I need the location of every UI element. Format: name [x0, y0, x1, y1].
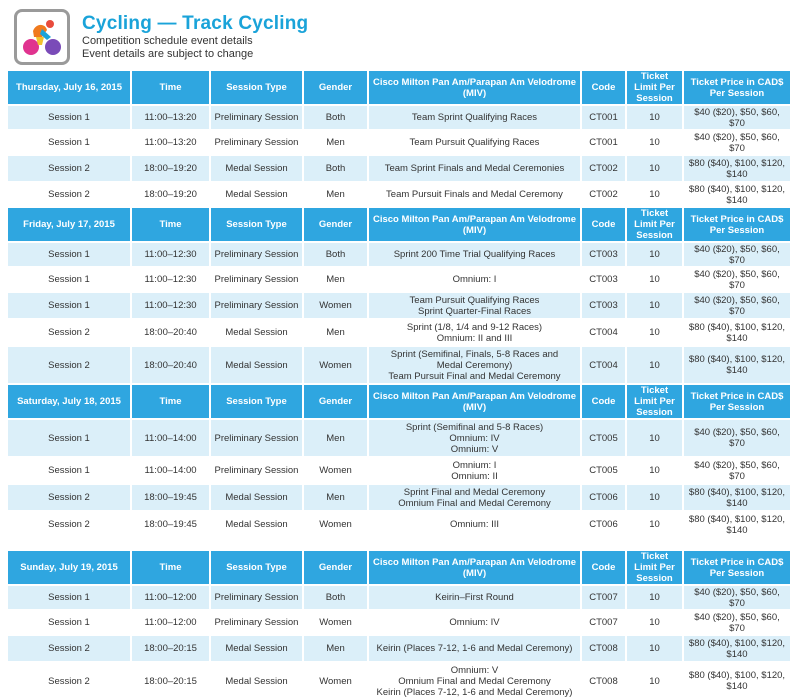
col-ticket-limit: Ticket Limit Per Session [626, 384, 683, 419]
gender-cell: Women [303, 346, 368, 384]
code-cell: CT003 [581, 267, 626, 292]
event-line: Team Sprint Finals and Medal Ceremonies [384, 163, 565, 174]
code-cell: CT008 [581, 635, 626, 662]
time-cell: 18:00–19:20 [131, 155, 210, 182]
cyclist-pictogram-icon [20, 15, 64, 59]
page-header [0, 0, 800, 70]
price-cell: $80 ($40), $100, $120, $140 [683, 511, 791, 538]
ticket-limit-cell: 10 [626, 585, 683, 610]
time-cell: 11:00–12:30 [131, 267, 210, 292]
events-cell [368, 346, 581, 384]
time-cell: 18:00–19:20 [131, 182, 210, 207]
col-venue: Cisco Milton Pan Am/Parapan Am Velodrome (MIV) [368, 71, 581, 105]
page-title: Cycling — Track Cycling [82, 13, 309, 34]
table-row [8, 457, 791, 484]
event-line: Omnium: I [452, 459, 497, 471]
ticket-limit-cell: 10 [626, 105, 683, 130]
session-type-cell: Medal Session [210, 182, 303, 207]
session-type-cell: Preliminary Session [210, 105, 303, 130]
events-cell [368, 585, 581, 610]
table-row [8, 182, 791, 207]
gender-cell: Men [303, 319, 368, 346]
code-cell: CT004 [581, 346, 626, 384]
code-cell: CT003 [581, 292, 626, 319]
day-date: Sunday, July 19, 2015 [8, 550, 131, 585]
table-row [8, 585, 791, 610]
session-type-cell: Preliminary Session [210, 267, 303, 292]
session-type-cell: Medal Session [210, 511, 303, 538]
event-line: Omnium Final and Medal Ceremony [398, 497, 551, 509]
gender-cell: Men [303, 130, 368, 155]
gender-cell: Both [303, 242, 368, 267]
event-line: Sprint Quarter-Final Races [418, 305, 531, 317]
session-type-cell: Preliminary Session [210, 130, 303, 155]
session-cell: Session 1 [8, 105, 131, 130]
price-cell: $80 ($40), $100, $120, $140 [683, 182, 791, 207]
day-date: Saturday, July 18, 2015 [8, 384, 131, 419]
col-code: Code [581, 71, 626, 105]
col-price: Ticket Price in CAD$ Per Session [683, 550, 791, 585]
session-cell: Session 1 [8, 292, 131, 319]
price-cell: $40 ($20), $50, $60, $70 [683, 242, 791, 267]
gender-cell: Women [303, 457, 368, 484]
events-cell [368, 610, 581, 635]
price-cell: $80 ($40), $100, $120, $140 [683, 155, 791, 182]
table-row [8, 292, 791, 319]
session-type-cell: Preliminary Session [210, 419, 303, 457]
code-cell: CT002 [581, 182, 626, 207]
session-cell: Session 2 [8, 662, 131, 698]
events-cell [368, 242, 581, 267]
session-type-cell: Medal Session [210, 484, 303, 511]
session-type-cell: Preliminary Session [210, 610, 303, 635]
ticket-limit-cell: 10 [626, 484, 683, 511]
session-cell: Session 2 [8, 346, 131, 384]
event-line: Team Pursuit Final and Medal Ceremony [388, 370, 561, 382]
table-row [8, 242, 791, 267]
day-header-row [8, 384, 791, 419]
session-cell: Session 1 [8, 585, 131, 610]
day-date: Friday, July 17, 2015 [8, 207, 131, 242]
col-session-type: Session Type [210, 384, 303, 419]
time-cell: 11:00–12:30 [131, 242, 210, 267]
event-line: Omnium: V [450, 443, 499, 455]
price-cell: $40 ($20), $50, $60, $70 [683, 105, 791, 130]
event-line: Medal Ceremony) [436, 359, 513, 371]
event-line: Omnium: IV [449, 617, 500, 628]
session-cell: Session 2 [8, 319, 131, 346]
table-row [8, 155, 791, 182]
events-cell [368, 267, 581, 292]
col-session-type: Session Type [210, 71, 303, 105]
code-cell: CT003 [581, 242, 626, 267]
col-code: Code [581, 207, 626, 242]
session-cell: Session 1 [8, 457, 131, 484]
col-time: Time [131, 71, 210, 105]
ticket-limit-cell: 10 [626, 635, 683, 662]
events-cell [368, 130, 581, 155]
price-cell: $80 ($40), $100, $120, $140 [683, 484, 791, 511]
ticket-limit-cell: 10 [626, 662, 683, 698]
price-cell: $40 ($20), $50, $60, $70 [683, 419, 791, 457]
session-cell: Session 1 [8, 419, 131, 457]
code-cell: CT005 [581, 457, 626, 484]
gender-cell: Men [303, 267, 368, 292]
events-cell [368, 105, 581, 130]
time-cell: 11:00–12:30 [131, 292, 210, 319]
event-line: Sprint 200 Time Trial Qualifying Races [393, 249, 556, 260]
price-cell: $40 ($20), $50, $60, $70 [683, 292, 791, 319]
ticket-limit-cell: 10 [626, 130, 683, 155]
session-cell: Session 2 [8, 484, 131, 511]
event-line: Omnium: II [451, 470, 498, 482]
table-row [8, 319, 791, 346]
time-cell: 11:00–13:20 [131, 130, 210, 155]
ticket-limit-cell: 10 [626, 511, 683, 538]
price-cell: $40 ($20), $50, $60, $70 [683, 457, 791, 484]
time-cell: 18:00–20:40 [131, 319, 210, 346]
session-type-cell: Preliminary Session [210, 457, 303, 484]
table-row [8, 662, 791, 698]
table-row [8, 484, 791, 511]
time-cell: 18:00–19:45 [131, 511, 210, 538]
gender-cell: Women [303, 511, 368, 538]
gender-cell: Both [303, 105, 368, 130]
events-cell [368, 484, 581, 511]
code-cell: CT007 [581, 585, 626, 610]
col-price: Ticket Price in CAD$ Per Session [683, 71, 791, 105]
day-date: Thursday, July 16, 2015 [8, 71, 131, 105]
ticket-limit-cell: 10 [626, 319, 683, 346]
event-line: Keirin (Places 7-12, 1-6 and Medal Ceremony) [376, 686, 573, 698]
events-cell [368, 511, 581, 538]
event-line: Omnium: III [449, 519, 500, 530]
session-type-cell: Medal Session [210, 346, 303, 384]
time-cell: 11:00–12:00 [131, 610, 210, 635]
price-cell: $40 ($20), $50, $60, $70 [683, 130, 791, 155]
session-type-cell: Medal Session [210, 155, 303, 182]
price-cell: $40 ($20), $50, $60, $70 [683, 267, 791, 292]
time-cell: 18:00–20:15 [131, 635, 210, 662]
gender-cell: Men [303, 484, 368, 511]
event-line: Sprint Final and Medal Ceremony [403, 486, 546, 498]
code-cell: CT001 [581, 105, 626, 130]
col-code: Code [581, 384, 626, 419]
gender-cell: Both [303, 585, 368, 610]
time-cell: 11:00–14:00 [131, 419, 210, 457]
code-cell: CT002 [581, 155, 626, 182]
session-type-cell: Medal Session [210, 662, 303, 698]
col-gender: Gender [303, 71, 368, 105]
events-cell [368, 457, 581, 484]
events-cell [368, 635, 581, 662]
events-cell [368, 292, 581, 319]
day-header-row [8, 550, 791, 585]
time-cell: 18:00–20:40 [131, 346, 210, 384]
price-cell: $40 ($20), $50, $60, $70 [683, 610, 791, 635]
event-line: Keirin (Places 7-12, 1-6 and Medal Ceremony) [376, 643, 573, 654]
time-cell: 18:00–20:15 [131, 662, 210, 698]
col-session-type: Session Type [210, 550, 303, 585]
table-row [8, 635, 791, 662]
col-time: Time [131, 207, 210, 242]
gender-cell: Both [303, 155, 368, 182]
session-type-cell: Preliminary Session [210, 242, 303, 267]
col-price: Ticket Price in CAD$ Per Session [683, 384, 791, 419]
ticket-limit-cell: 10 [626, 346, 683, 384]
gender-cell: Women [303, 662, 368, 698]
day-spacer [8, 538, 791, 550]
code-cell: CT008 [581, 662, 626, 698]
events-cell [368, 319, 581, 346]
session-type-cell: Medal Session [210, 635, 303, 662]
time-cell: 11:00–14:00 [131, 457, 210, 484]
price-cell: $80 ($40), $100, $120, $140 [683, 635, 791, 662]
events-cell [368, 155, 581, 182]
session-type-cell: Preliminary Session [210, 292, 303, 319]
time-cell: 11:00–13:20 [131, 105, 210, 130]
col-gender: Gender [303, 550, 368, 585]
price-cell: $80 ($40), $100, $120, $140 [683, 662, 791, 698]
event-line: Omnium: IV [449, 432, 500, 444]
day-header-row [8, 71, 791, 105]
table-row [8, 105, 791, 130]
col-ticket-limit: Ticket Limit Per Session [626, 71, 683, 105]
col-venue: Cisco Milton Pan Am/Parapan Am Velodrome (MIV) [368, 550, 581, 585]
table-row [8, 346, 791, 384]
gender-cell: Women [303, 292, 368, 319]
event-line: Sprint (1/8, 1/4 and 9-12 Races) [406, 321, 543, 333]
session-cell: Session 2 [8, 635, 131, 662]
session-type-cell: Medal Session [210, 319, 303, 346]
event-line: Omnium: II and III [436, 332, 513, 344]
session-cell: Session 2 [8, 511, 131, 538]
table-row [8, 511, 791, 538]
col-time: Time [131, 384, 210, 419]
event-line: Omnium: I [452, 274, 497, 285]
col-price: Ticket Price in CAD$ Per Session [683, 207, 791, 242]
col-venue: Cisco Milton Pan Am/Parapan Am Velodrome (MIV) [368, 207, 581, 242]
event-line: Keirin–First Round [435, 592, 514, 603]
ticket-limit-cell: 10 [626, 457, 683, 484]
ticket-limit-cell: 10 [626, 610, 683, 635]
event-line: Team Pursuit Finals and Medal Ceremony [386, 189, 563, 200]
session-cell: Session 1 [8, 242, 131, 267]
session-type-cell: Preliminary Session [210, 585, 303, 610]
events-cell [368, 662, 581, 698]
event-line: Sprint (Semifinal, Finals, 5-8 Races and [390, 348, 559, 360]
ticket-limit-cell: 10 [626, 292, 683, 319]
code-cell: CT005 [581, 419, 626, 457]
session-cell: Session 2 [8, 182, 131, 207]
ticket-limit-cell: 10 [626, 267, 683, 292]
table-row [8, 130, 791, 155]
code-cell: CT001 [581, 130, 626, 155]
col-venue: Cisco Milton Pan Am/Parapan Am Velodrome (MIV) [368, 384, 581, 419]
session-cell: Session 1 [8, 610, 131, 635]
ticket-limit-cell: 10 [626, 182, 683, 207]
price-cell: $40 ($20), $50, $60, $70 [683, 585, 791, 610]
events-cell [368, 182, 581, 207]
col-ticket-limit: Ticket Limit Per Session [626, 207, 683, 242]
sport-logo [14, 9, 70, 65]
event-line: Omnium Final and Medal Ceremony [398, 675, 551, 687]
gender-cell: Women [303, 610, 368, 635]
ticket-limit-cell: 10 [626, 155, 683, 182]
col-ticket-limit: Ticket Limit Per Session [626, 550, 683, 585]
page-disclaimer: Event details are subject to change [82, 48, 254, 60]
event-line: Team Sprint Qualifying Races [411, 112, 538, 123]
day-header-row [8, 207, 791, 242]
session-cell: Session 2 [8, 155, 131, 182]
events-cell [368, 419, 581, 457]
col-gender: Gender [303, 384, 368, 419]
schedule-table [8, 71, 792, 698]
time-cell: 11:00–12:00 [131, 585, 210, 610]
ticket-limit-cell: 10 [626, 242, 683, 267]
table-row [8, 419, 791, 457]
session-cell: Session 1 [8, 130, 131, 155]
col-gender: Gender [303, 207, 368, 242]
table-row [8, 610, 791, 635]
session-cell: Session 1 [8, 267, 131, 292]
event-line: Team Pursuit Qualifying Races [409, 137, 540, 148]
page-subtitle: Competition schedule event details [82, 35, 253, 47]
event-line: Sprint (Semifinal and 5-8 Races) [405, 421, 544, 433]
table-row [8, 267, 791, 292]
gender-cell: Men [303, 182, 368, 207]
col-code: Code [581, 550, 626, 585]
col-session-type: Session Type [210, 207, 303, 242]
gender-cell: Men [303, 419, 368, 457]
code-cell: CT006 [581, 511, 626, 538]
code-cell: CT007 [581, 610, 626, 635]
price-cell: $80 ($40), $100, $120, $140 [683, 346, 791, 384]
code-cell: CT006 [581, 484, 626, 511]
code-cell: CT004 [581, 319, 626, 346]
event-line: Omnium: V [450, 664, 499, 676]
gender-cell: Men [303, 635, 368, 662]
price-cell: $80 ($40), $100, $120, $140 [683, 319, 791, 346]
ticket-limit-cell: 10 [626, 419, 683, 457]
event-line: Team Pursuit Qualifying Races [409, 294, 540, 306]
time-cell: 18:00–19:45 [131, 484, 210, 511]
col-time: Time [131, 550, 210, 585]
